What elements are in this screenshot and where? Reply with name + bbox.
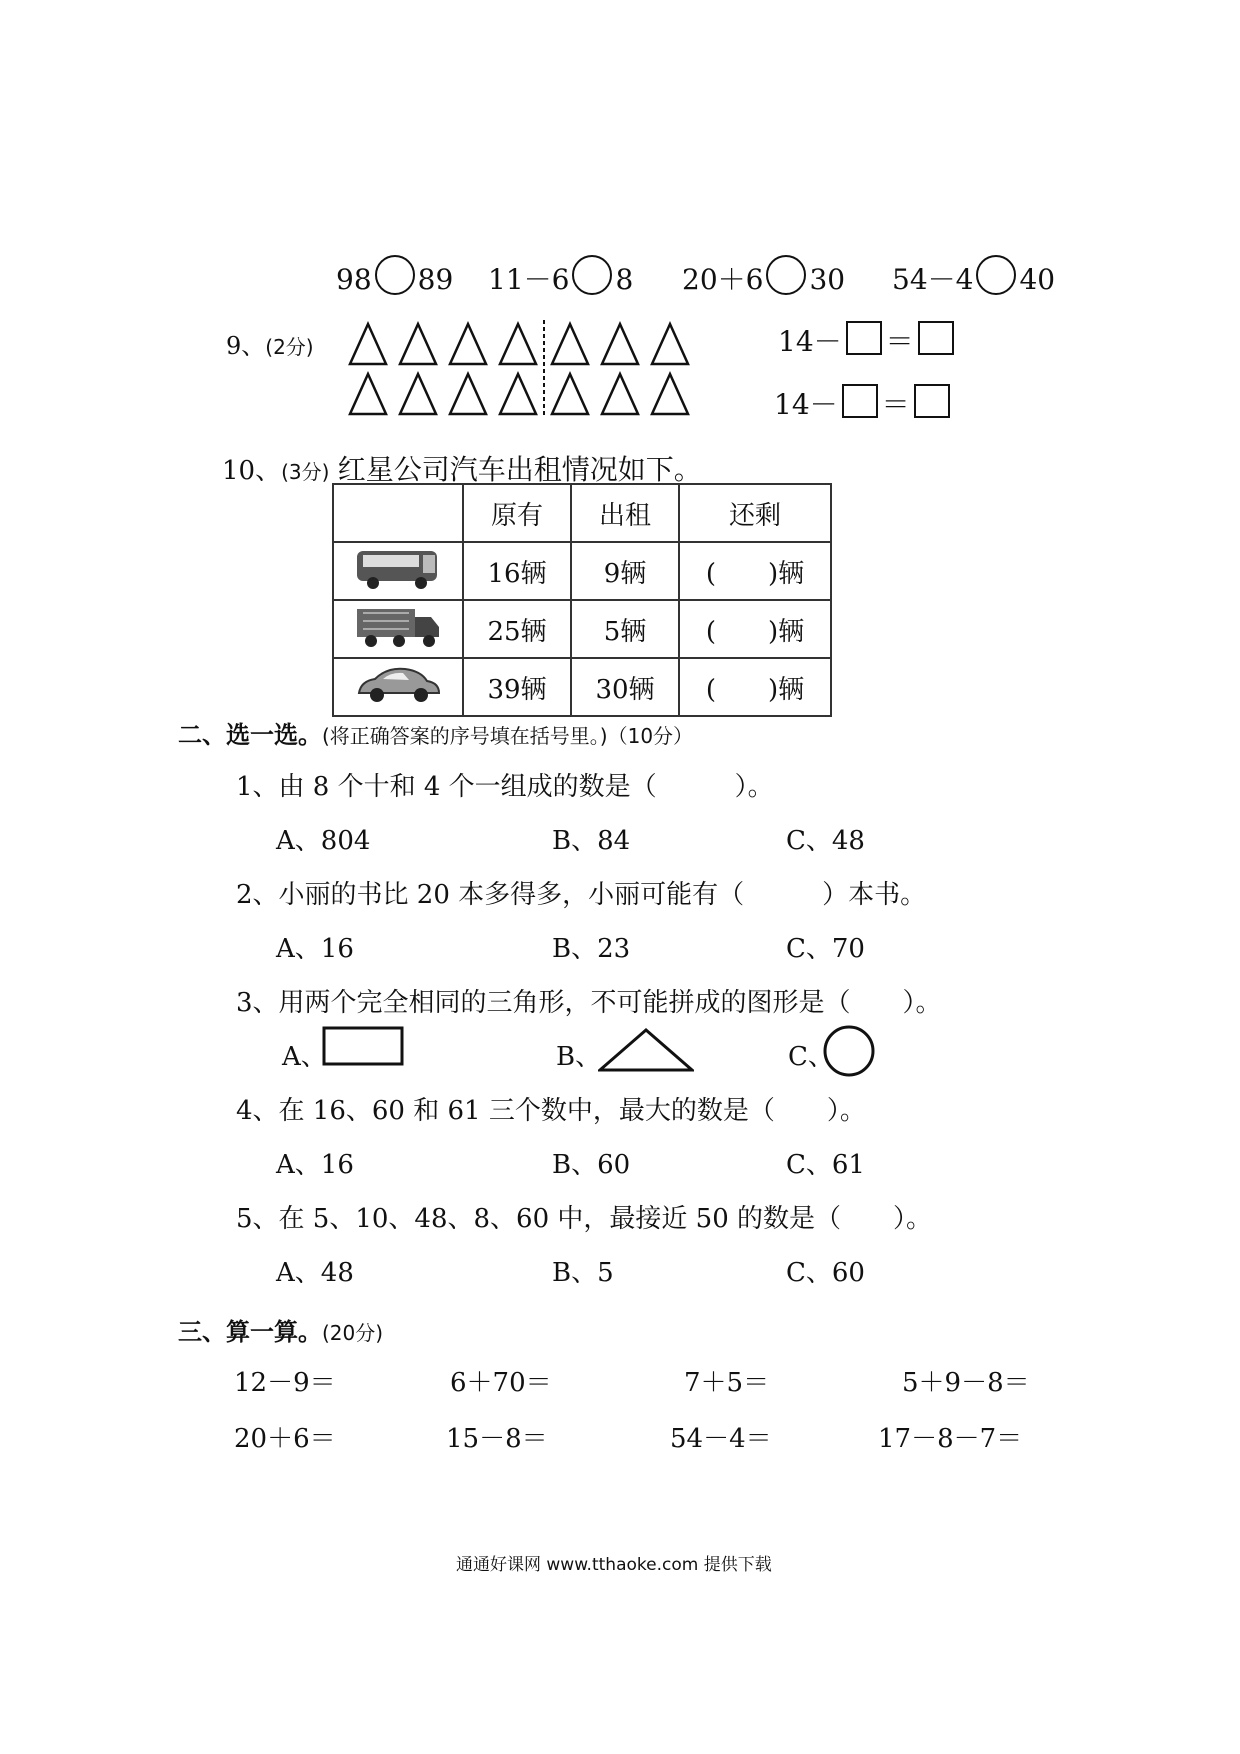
- compare-item-2: 11－6 8: [488, 255, 633, 298]
- q9-equation-1: 14－ ＝: [778, 320, 958, 360]
- answer-box[interactable]: [842, 384, 878, 418]
- question-5: 5、在 5、10、48、8、60 中，最接近 50 的数是（ ）。: [236, 1204, 933, 1234]
- calc-item[interactable]: 7＋5＝: [684, 1368, 770, 1398]
- truck-icon: [333, 600, 463, 658]
- cell-remaining[interactable]: ( )辆: [679, 542, 831, 600]
- question-4: 4、在 16、60 和 61 三个数中，最大的数是（ ）。: [236, 1096, 866, 1126]
- option-a[interactable]: A、16: [276, 1150, 354, 1180]
- option-a[interactable]: A、804: [276, 826, 371, 856]
- q9-label: 9、(2分): [226, 332, 314, 360]
- triangle-shape-icon: [598, 1026, 694, 1074]
- cell-remaining[interactable]: ( )辆: [679, 600, 831, 658]
- header-rented: 出租: [571, 484, 679, 542]
- option-c[interactable]: C、70: [786, 934, 865, 964]
- header-original: 原有: [463, 484, 571, 542]
- compare-item-3: 20＋6 30: [682, 255, 845, 298]
- option-a[interactable]: A、16: [276, 934, 354, 964]
- section3-heading: 三、算一算。(20分): [178, 1318, 384, 1346]
- option-a[interactable]: A、48: [276, 1258, 354, 1288]
- option-c[interactable]: C、: [788, 1042, 834, 1072]
- cell-original: 16辆: [463, 542, 571, 600]
- option-b[interactable]: B、: [556, 1042, 602, 1072]
- calc-item[interactable]: 17－8－7＝: [878, 1424, 1023, 1454]
- question-3: 3、用两个完全相同的三角形，不可能拼成的图形是（ ）。: [236, 988, 942, 1018]
- option-b[interactable]: B、23: [552, 934, 631, 964]
- question-2: 2、小丽的书比 20 本多得多，小丽可能有（ ）本书。: [236, 880, 927, 910]
- compare-item-4: 54－4 40: [892, 255, 1055, 298]
- compare-circle[interactable]: [572, 255, 612, 295]
- car-icon: [333, 658, 463, 716]
- option-a[interactable]: A、: [282, 1042, 327, 1072]
- table-row: [333, 542, 831, 600]
- compare-circle[interactable]: [375, 255, 415, 295]
- cell-rented: 5辆: [571, 600, 679, 658]
- calc-item[interactable]: 12－9＝: [234, 1368, 336, 1398]
- option-c[interactable]: C、60: [786, 1258, 865, 1288]
- question-1: 1、由 8 个十和 4 个一组成的数是（ ）。: [236, 772, 774, 802]
- calc-item[interactable]: 6＋70＝: [450, 1368, 552, 1398]
- option-c[interactable]: C、48: [786, 826, 865, 856]
- option-b[interactable]: B、60: [552, 1150, 631, 1180]
- calc-item[interactable]: 5＋9－8＝: [902, 1368, 1030, 1398]
- header-remaining: 还剩: [679, 484, 831, 542]
- triangles-figure: [345, 318, 695, 418]
- section2-heading: 二、选一选。(将正确答案的序号填在括号里。)（10分）: [178, 721, 694, 749]
- bus-icon: [333, 542, 463, 600]
- compare-circle[interactable]: [976, 255, 1016, 295]
- compare-item-1: 98 89: [336, 255, 453, 296]
- q9-equation-2: 14－ ＝: [774, 383, 954, 423]
- footer-text: 通通好课网 www.tthaoke.com 提供下载: [456, 1555, 772, 1575]
- calc-item[interactable]: 20＋6＝: [234, 1424, 336, 1454]
- answer-box[interactable]: [914, 384, 950, 418]
- option-c[interactable]: C、61: [786, 1150, 865, 1180]
- cell-rented: 9辆: [571, 542, 679, 600]
- option-b[interactable]: B、5: [552, 1258, 614, 1288]
- cell-rented: 30辆: [571, 658, 679, 716]
- circle-shape-icon: [822, 1024, 876, 1078]
- answer-box[interactable]: [846, 321, 882, 355]
- rectangle-shape-icon: [322, 1026, 406, 1068]
- compare-circle[interactable]: [766, 255, 806, 295]
- cell-original: 39辆: [463, 658, 571, 716]
- table-header-row: [333, 484, 831, 542]
- header-blank: [333, 484, 463, 542]
- cell-original: 25辆: [463, 600, 571, 658]
- cell-remaining[interactable]: ( )辆: [679, 658, 831, 716]
- rental-table: [332, 483, 832, 717]
- answer-box[interactable]: [918, 321, 954, 355]
- option-b[interactable]: B、84: [552, 826, 631, 856]
- calc-item[interactable]: 15－8＝: [446, 1424, 548, 1454]
- table-row: [333, 600, 831, 658]
- calc-item[interactable]: 54－4＝: [670, 1424, 772, 1454]
- table-row: [333, 658, 831, 716]
- q10-title: 10、(3分) 红星公司汽车出租情况如下。: [222, 453, 702, 486]
